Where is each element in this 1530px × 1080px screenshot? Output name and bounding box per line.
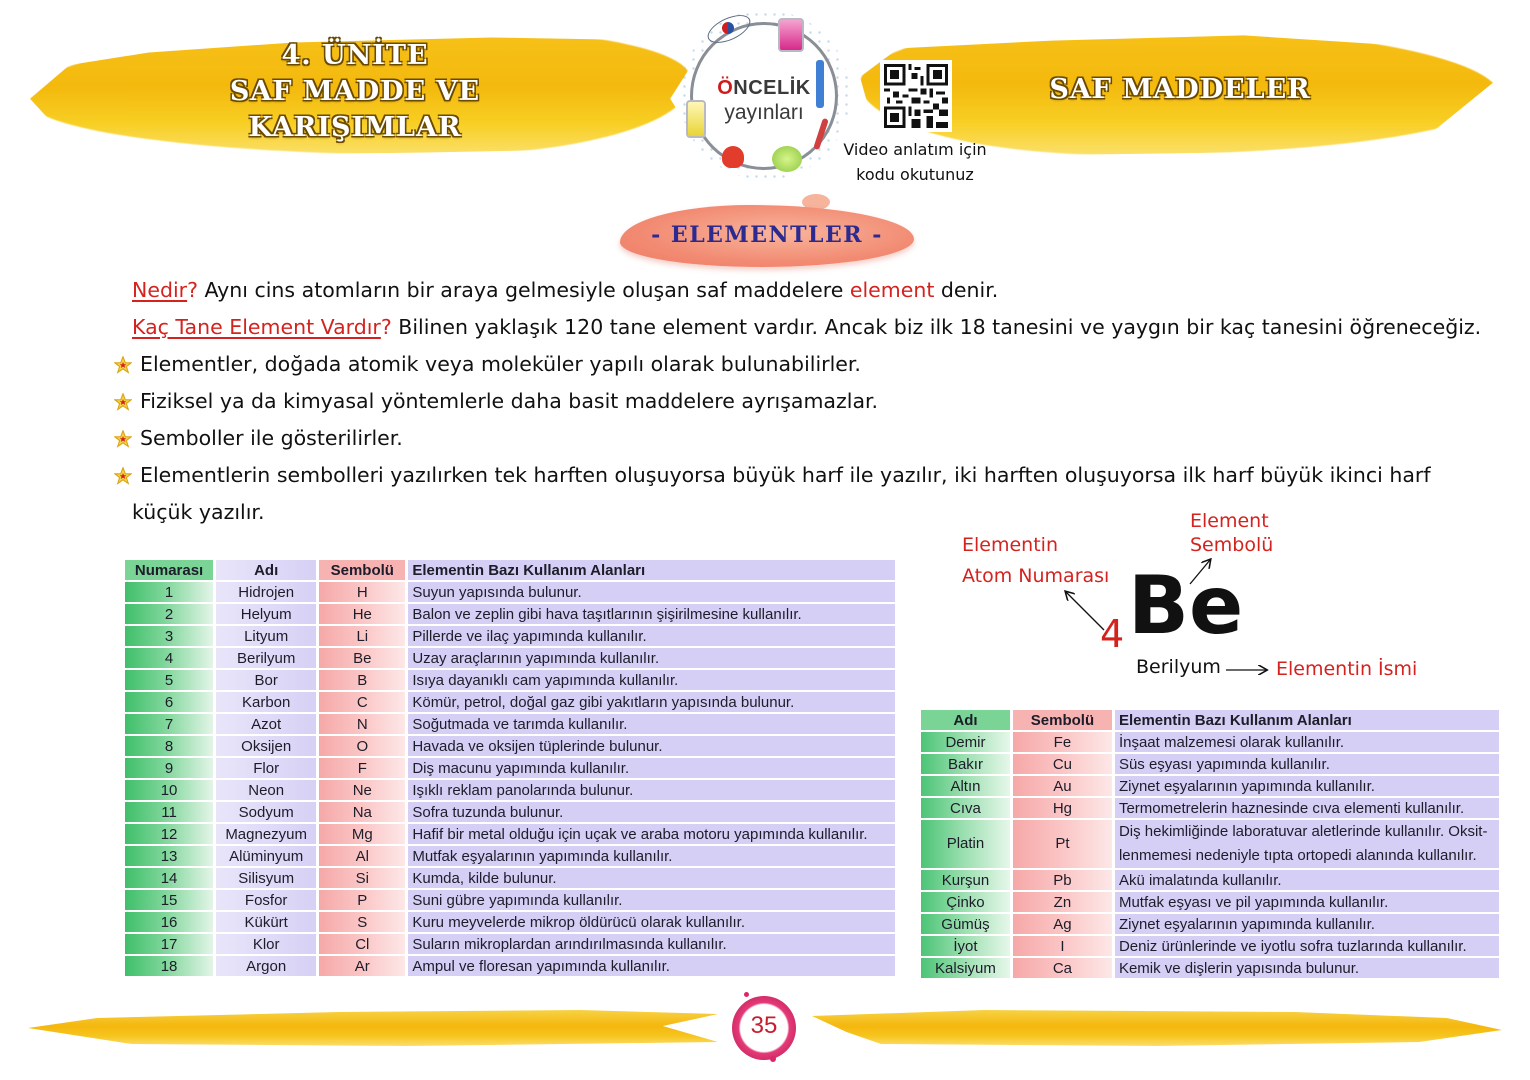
bullet-text: Elementlerin sembolleri yazılırken tek harften oluşuyorsa büyük harf ile yazılır, iki harften oluşuyorsa ilk harf büyük ikinci harf [140, 463, 1431, 487]
table-row [125, 670, 895, 690]
qr-code[interactable] [880, 60, 952, 132]
cell-b: Ag [1013, 914, 1112, 934]
cell-c: Kemik ve dişlerin yapısında bulunur. [1115, 958, 1499, 978]
element-notation-diagram [940, 500, 1500, 700]
cell-b: Sodyum [216, 802, 316, 822]
qr-caption [835, 137, 995, 187]
cell-c: Al [319, 846, 405, 866]
atom-number-label: Elementin [962, 534, 1058, 556]
table-row [125, 714, 895, 734]
unit-title-line-3: KARIŞIMLAR [248, 112, 462, 143]
question-mark: ? [380, 315, 392, 339]
cell-d: Suyun yapısında bulunur. [408, 582, 895, 602]
question-how-many [132, 315, 392, 339]
cell-a: Cıva [921, 798, 1010, 818]
cell-c: Termometrelerin haznesinde cıva elementi kullanılır. [1115, 798, 1499, 818]
table-row [125, 956, 895, 976]
table-row [125, 890, 895, 910]
logo-brand-rest: NCELİK [733, 77, 811, 99]
cell-a: 18 [125, 956, 213, 976]
cell-b: Klor [216, 934, 316, 954]
cell-d: Kömür, petrol, doğal gaz gibi yakıtların yapısında bulunur. [408, 692, 895, 712]
cell-b: I [1013, 936, 1112, 956]
cell-c: Ziynet eşyalarının yapımında kullanılır. [1115, 776, 1499, 796]
table-row [125, 648, 895, 668]
table-row [125, 868, 895, 888]
cell-b: Azot [216, 714, 316, 734]
header-name: Adı [921, 710, 1010, 730]
flask-green-icon [772, 146, 802, 172]
cell-b: Ca [1013, 958, 1112, 978]
table-row [921, 892, 1499, 912]
bullet-text: Elementler, doğada atomik veya moleküler yapılı olarak bulunabilirler. [140, 352, 861, 376]
table-row [921, 936, 1499, 956]
cell-a: Kalsiyum [921, 958, 1010, 978]
table-row [125, 692, 895, 712]
bullet-item [120, 346, 1502, 383]
symbol-label-line-2: Sembolü [1190, 534, 1274, 556]
cell-b: Berilyum [216, 648, 316, 668]
logo-brand [693, 77, 835, 100]
cell-b: Hg [1013, 798, 1112, 818]
table-row [125, 758, 895, 778]
cell-a: 11 [125, 802, 213, 822]
definition-text: Aynı cins atomların bir araya gelmesiyle oluşan saf maddelere [197, 278, 850, 302]
star-bullet-icon [114, 356, 132, 374]
keyword-element: element [849, 278, 935, 302]
table-header-row [921, 710, 1499, 730]
question-how-many-label: Kaç Tane Element Vardır [132, 315, 381, 339]
test-tube-blue-icon [816, 60, 824, 108]
cell-b: Cu [1013, 754, 1112, 774]
table-row [921, 914, 1499, 934]
definition-text-end: denir. [934, 278, 999, 302]
table-row [125, 846, 895, 866]
cell-d: Pillerde ve ilaç yapımında kullanılır. [408, 626, 895, 646]
cell-b: Au [1013, 776, 1112, 796]
cell-b: Hidrojen [216, 582, 316, 602]
cell-d: Kuru meyvelerde mikrop öldürücü olarak kullanılır. [408, 912, 895, 932]
question-what [132, 278, 198, 302]
first-18-elements-table [122, 558, 898, 978]
cell-a: Gümüş [921, 914, 1010, 934]
cell-d: Hafif bir metal olduğu için uçak ve araba motoru yapımında kullanılır. [408, 824, 895, 844]
cell-b: Flor [216, 758, 316, 778]
cell-c: Süs eşyası yapımında kullanılır. [1115, 754, 1499, 774]
cell-c: N [319, 714, 405, 734]
element-symbol: Be [1128, 559, 1244, 652]
cell-b: Zn [1013, 892, 1112, 912]
cell-c: İnşaat malzemesi olarak kullanılır. [1115, 732, 1499, 752]
cell-a: 8 [125, 736, 213, 756]
cell-b: Argon [216, 956, 316, 976]
cell-c: Mutfak eşyası ve pil yapımında kullanılır. [1115, 892, 1499, 912]
cell-d: Diş macunu yapımında kullanılır. [408, 758, 895, 778]
cell-a: 6 [125, 692, 213, 712]
cell-a: 3 [125, 626, 213, 646]
cell-c: Na [319, 802, 405, 822]
table-row [921, 754, 1499, 774]
cell-d: Uzay araçlarının yapımında kullanılır. [408, 648, 895, 668]
element-name: Berilyum [1136, 656, 1221, 678]
badge-splash-dot [770, 1056, 776, 1062]
common-elements-table [918, 708, 1502, 980]
test-tube-yellow-icon [686, 100, 706, 138]
topic-title: SAF MADDELER [1049, 74, 1311, 105]
cell-a: 10 [125, 780, 213, 800]
table-row [125, 824, 895, 844]
table-row [125, 582, 895, 602]
cell-a: 7 [125, 714, 213, 734]
cell-c: P [319, 890, 405, 910]
cell-c: Cl [319, 934, 405, 954]
cell-c: Ziynet eşyalarının yapımında kullanılır. [1115, 914, 1499, 934]
cell-c: F [319, 758, 405, 778]
cell-b: Pt [1013, 820, 1112, 868]
unit-title [200, 38, 510, 146]
header-usage: Elementin Bazı Kullanım Alanları [408, 560, 895, 580]
bullet-item [120, 383, 1502, 420]
cell-d: Suni gübre yapımında kullanılır. [408, 890, 895, 910]
logo-brand-o: Ö [717, 77, 734, 99]
logo-subtitle: yayınları [724, 101, 804, 124]
cell-a: Altın [921, 776, 1010, 796]
cell-a: İyot [921, 936, 1010, 956]
cell-d: Işıklı reklam panolarında bulunur. [408, 780, 895, 800]
bullet-item [120, 420, 1502, 457]
cell-b: Lityum [216, 626, 316, 646]
symbol-label: Element [1190, 510, 1269, 532]
cell-a: 15 [125, 890, 213, 910]
intro-text [132, 272, 1502, 531]
header-name: Adı [216, 560, 316, 580]
qr-caption-line-1: Video anlatım için [843, 140, 987, 159]
element-name-label: Elementin İsmi [1276, 658, 1418, 680]
unit-title-line-2: SAF MADDE VE [229, 76, 481, 107]
cell-a: Çinko [921, 892, 1010, 912]
cell-b: Oksijen [216, 736, 316, 756]
cell-d: Balon ve zeplin gibi hava taşıtlarının şişirilmesine kullanılır. [408, 604, 895, 624]
star-bullet-icon [114, 393, 132, 411]
star-bullet-icon [114, 467, 132, 485]
cell-c: B [319, 670, 405, 690]
cell-c: Ne [319, 780, 405, 800]
header-usage: Elementin Bazı Kullanım Alanları [1115, 710, 1499, 730]
atom-number-label-line-2: Atom Numarası [962, 565, 1110, 587]
atom-number: 4 [1100, 612, 1125, 656]
cell-c: C [319, 692, 405, 712]
table-row [125, 934, 895, 954]
table-row [921, 820, 1499, 868]
footer-banner-left [28, 1008, 718, 1048]
cell-d: Kumda, kilde bulunur. [408, 868, 895, 888]
cell-a: 1 [125, 582, 213, 602]
cell-c: S [319, 912, 405, 932]
cell-a: 14 [125, 868, 213, 888]
bullet-text: Fiziksel ya da kimyasal yöntemlerle daha basit maddelere ayrışamazlar. [140, 389, 879, 413]
unit-title-line-1: 4. ÜNİTE [281, 40, 429, 71]
header-symbol: Sembolü [1013, 710, 1112, 730]
cell-b: Magnezyum [216, 824, 316, 844]
table-row [125, 626, 895, 646]
cell-b: Helyum [216, 604, 316, 624]
cell-b: Pb [1013, 870, 1112, 890]
cell-d: Suların mikroplardan arındırılmasında kullanılır. [408, 934, 895, 954]
cell-d: Isıya dayanıklı cam yapımında kullanılır. [408, 670, 895, 690]
cell-a: Kurşun [921, 870, 1010, 890]
count-text: Bilinen yaklaşık 120 tane element vardır. Ancak biz ilk 18 tanesini ve yaygın bir kaç tanesini öğreneceğiz. [391, 315, 1482, 339]
count-line [132, 309, 1502, 346]
cell-b: Silisyum [216, 868, 316, 888]
footer-banner-right [812, 1008, 1502, 1048]
table-row [921, 958, 1499, 978]
table-header-row [125, 560, 895, 580]
cell-a: Demir [921, 732, 1010, 752]
badge-splash-dot [744, 992, 749, 997]
cell-c: Si [319, 868, 405, 888]
page-number: 35 [750, 1012, 778, 1039]
cell-c: He [319, 604, 405, 624]
cell-b: Neon [216, 780, 316, 800]
beaker-pink-icon [778, 18, 804, 52]
cell-a: 17 [125, 934, 213, 954]
flask-red-icon [722, 146, 744, 168]
cell-d: Soğutmada ve tarımda kullanılır. [408, 714, 895, 734]
qr-code-icon [884, 64, 948, 128]
cell-c: Deniz ürünlerinde ve iyotlu sofra tuzlarında kullanılır. [1115, 936, 1499, 956]
table-row [125, 604, 895, 624]
cell-c: H [319, 582, 405, 602]
cell-b: Karbon [216, 692, 316, 712]
cell-b: Bor [216, 670, 316, 690]
cell-c: Akü imalatında kullanılır. [1115, 870, 1499, 890]
table-row [921, 798, 1499, 818]
cell-c: O [319, 736, 405, 756]
section-heading: - ELEMENTLER - [651, 222, 883, 248]
cell-a: 5 [125, 670, 213, 690]
cell-c: Be [319, 648, 405, 668]
cell-a: 13 [125, 846, 213, 866]
cell-b: Kükürt [216, 912, 316, 932]
table-row [921, 870, 1499, 890]
bullet-text: Semboller ile gösterilirler. [140, 426, 403, 450]
cell-b: Alüminyum [216, 846, 316, 866]
cell-c: Li [319, 626, 405, 646]
definition-line [132, 272, 1502, 309]
bullet-item [120, 457, 1502, 494]
cell-c: Diş hekimliğinde laboratuvar aletlerinde kullanılır. Oksit-lenmemesi nedeniyle tıpta ortopedi alanında kullanılır. [1115, 820, 1499, 868]
cell-d: Sofra tuzunda bulunur. [408, 802, 895, 822]
cell-a: 9 [125, 758, 213, 778]
cell-b: Fosfor [216, 890, 316, 910]
cell-d: Havada ve oksijen tüplerinde bulunur. [408, 736, 895, 756]
cell-b: Fe [1013, 732, 1112, 752]
table-row [921, 732, 1499, 752]
cell-a: Bakır [921, 754, 1010, 774]
cell-c: Mg [319, 824, 405, 844]
cell-d: Ampul ve floresan yapımında kullanılır. [408, 956, 895, 976]
table-row [125, 802, 895, 822]
table-row [125, 736, 895, 756]
bullet-continuation: küçük yazılır. [132, 500, 265, 524]
cell-a: 2 [125, 604, 213, 624]
cell-a: Platin [921, 820, 1010, 868]
star-bullet-icon [114, 430, 132, 448]
table-row [921, 776, 1499, 796]
header-number: Numarası [125, 560, 213, 580]
header-symbol: Sembolü [319, 560, 405, 580]
question-what-label: Nedir [132, 278, 188, 302]
cell-a: 16 [125, 912, 213, 932]
table-row [125, 912, 895, 932]
atom-core-icon [722, 22, 734, 34]
cell-a: 4 [125, 648, 213, 668]
table-row [125, 780, 895, 800]
qr-caption-line-2: kodu okutunuz [856, 165, 974, 184]
question-mark: ? [187, 278, 198, 302]
cell-d: Mutfak eşyalarının yapımında kullanılır. [408, 846, 895, 866]
cell-c: Ar [319, 956, 405, 976]
cell-a: 12 [125, 824, 213, 844]
